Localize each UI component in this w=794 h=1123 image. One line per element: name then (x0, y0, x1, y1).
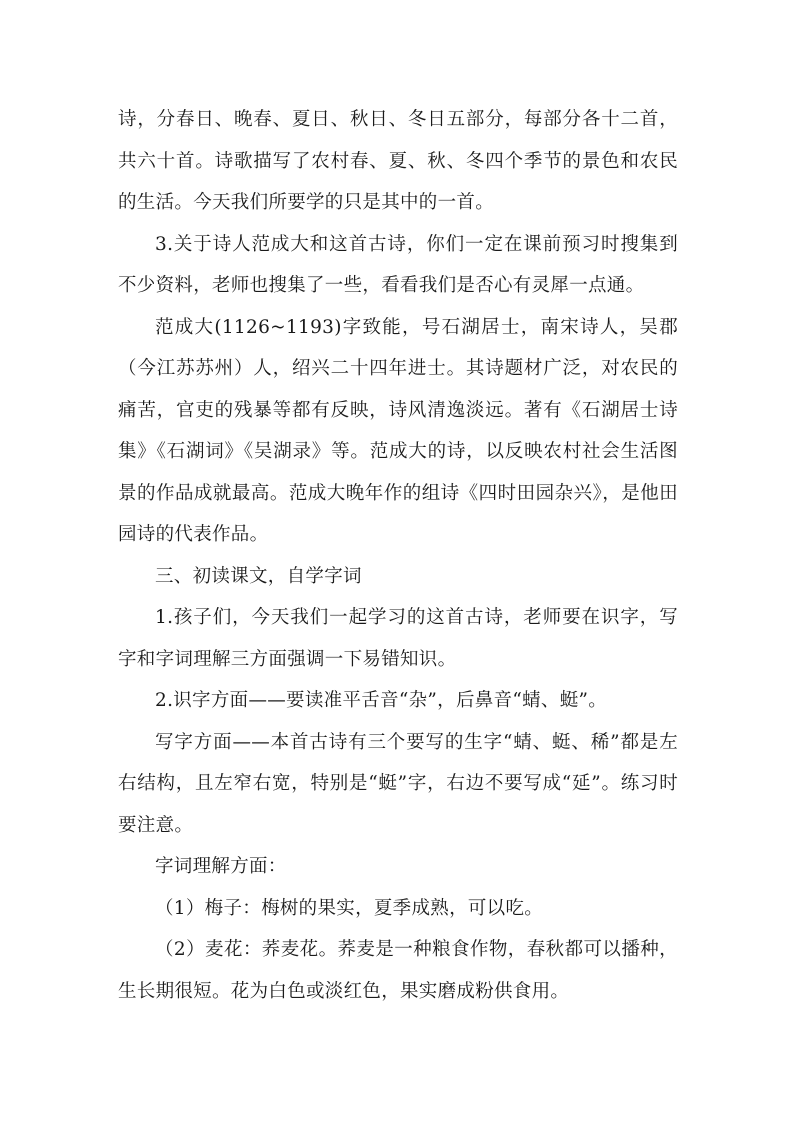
paragraph-poet-bio: 范成大(1126~1193)字致能，号石湖居士，南宋诗人，吴郡（今江苏苏州）人，绍兴二十四年进士。其诗题材广泛，对农民的痛苦，官吏的残暴等都有反映，诗风清逸淡远。著有《石湖居士诗集》《石湖词》《吴湖录》等。范成大的诗，以反映农村社会生活图景的作品成就最高。范成大晚年作的组诗《四时田园杂兴》，是他田园诗的代表作品。 (118, 316, 678, 545)
vocab-item-2: （2）麦花：荞麦花。荞麦是一种粮食作物，春秋都可以播种，生长期很短。花为白色或淡红色，果实磨成粉供食用。 (118, 939, 678, 1002)
paragraph-item-1: 1.孩子们，今天我们一起学习的这首古诗，老师要在识字，写字和字词理解三方面强调一下易错知识。 (118, 607, 678, 670)
paragraph-poet-intro: 3.关于诗人范成大和这首古诗，你们一定在课前预习时搜集到不少资料，老师也搜集了一些，看看我们是否心有灵犀一点通。 (118, 233, 678, 296)
section-heading: 三、初读课文，自学字词 (155, 565, 362, 587)
paragraph-vocab-heading: 字词理解方面： (155, 856, 287, 877)
paragraph-writing: 写字方面——本首古诗有三个要写的生字“蜻、蜓、稀”都是左右结构，且左窄右宽，特别是“蜓”字，右边不要写成“延”。练习时要注意。 (118, 731, 678, 836)
vocab-item-1: （1）梅子：梅树的果实，夏季成熟，可以吃。 (155, 897, 544, 919)
paragraph-item-2: 2.识字方面——要读准平舌音“杂”，后鼻音“蜻、蜓”。 (155, 690, 608, 711)
paragraph-continuation: 诗，分春日、晚春、夏日、秋日、冬日五部分，每部分各十二首，共六十首。诗歌描写了农村春、夏、秋、冬四个季节的景色和农民的生活。今天我们所要学的只是其中的一首。 (118, 109, 678, 213)
document-body (118, 99, 678, 1012)
